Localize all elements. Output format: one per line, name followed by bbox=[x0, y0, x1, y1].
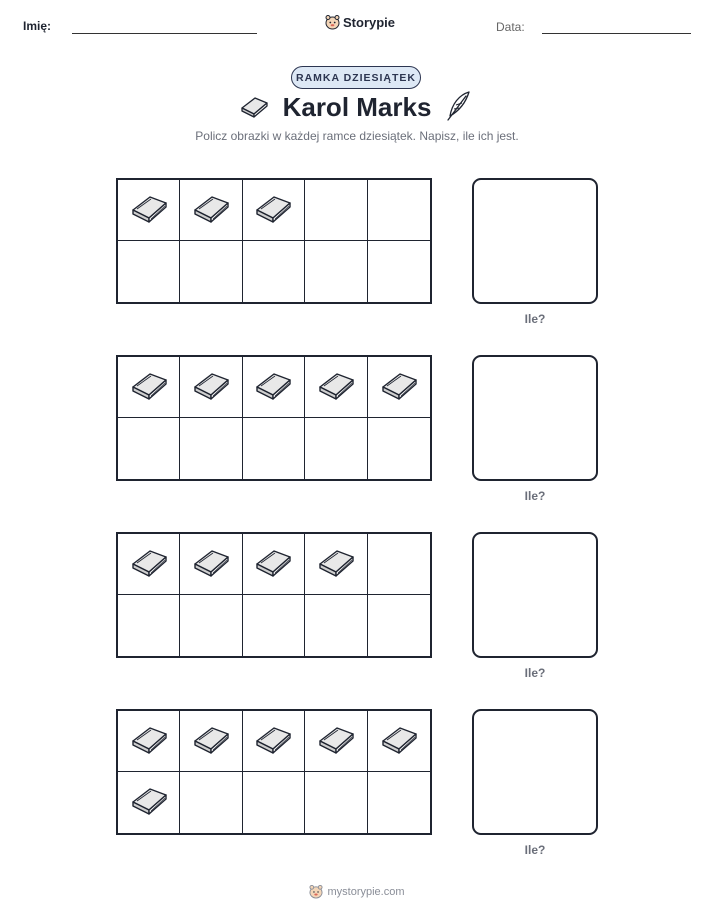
frame-cell bbox=[118, 357, 180, 418]
frame-cell bbox=[368, 711, 430, 772]
frame-cell bbox=[368, 241, 430, 302]
book-icon bbox=[128, 369, 170, 406]
name-label: Imię: bbox=[23, 19, 52, 33]
name-line[interactable] bbox=[72, 33, 257, 34]
answer-box[interactable] bbox=[472, 178, 598, 304]
frame-cell bbox=[243, 711, 305, 772]
frame-cell bbox=[118, 418, 180, 479]
brand-logo bbox=[325, 14, 395, 30]
frame-cell bbox=[118, 595, 180, 656]
frame-cell bbox=[118, 772, 180, 833]
frame-cell bbox=[305, 534, 367, 595]
book-icon bbox=[252, 192, 294, 229]
frame-cell bbox=[243, 534, 305, 595]
frame-cell bbox=[118, 711, 180, 772]
ten-frame bbox=[116, 355, 432, 481]
frame-cell bbox=[180, 772, 242, 833]
frame-cell bbox=[305, 241, 367, 302]
answer-box[interactable] bbox=[472, 355, 598, 481]
book-icon bbox=[252, 723, 294, 760]
book-icon bbox=[128, 723, 170, 760]
ten-frame bbox=[116, 178, 432, 304]
frame-cell bbox=[368, 534, 430, 595]
frame-cell bbox=[305, 180, 367, 241]
answer-label: Ile? bbox=[524, 489, 546, 503]
frame-cell bbox=[243, 418, 305, 479]
book-icon bbox=[315, 546, 357, 583]
answer-box[interactable] bbox=[472, 532, 598, 658]
frame-cell bbox=[305, 595, 367, 656]
worksheet-badge: RAMKA DZIESIĄTEK bbox=[291, 66, 421, 89]
frame-cell bbox=[180, 711, 242, 772]
ten-frame bbox=[116, 709, 432, 835]
frame-cell bbox=[368, 595, 430, 656]
book-icon bbox=[378, 369, 420, 406]
frame-cell bbox=[305, 418, 367, 479]
instructions: Policz obrazki w każdej ramce dziesiątek. Napisz, ile ich jest. bbox=[195, 129, 519, 143]
book-icon bbox=[190, 192, 232, 229]
answer-label: Ile? bbox=[524, 666, 546, 680]
storypie-mascot-icon bbox=[309, 884, 323, 899]
ten-frame bbox=[116, 532, 432, 658]
book-icon bbox=[252, 546, 294, 583]
frame-cell bbox=[180, 357, 242, 418]
book-icon bbox=[315, 369, 357, 406]
date-label: Data: bbox=[496, 20, 525, 34]
brand-name: Storypie bbox=[343, 14, 396, 30]
frame-cell bbox=[243, 595, 305, 656]
frame-cell bbox=[305, 711, 367, 772]
answer-label: Ile? bbox=[524, 312, 546, 326]
book-icon bbox=[128, 192, 170, 229]
page-title: Karol Marks bbox=[282, 92, 432, 122]
frame-cell bbox=[243, 772, 305, 833]
frame-cell bbox=[118, 180, 180, 241]
frame-cell bbox=[243, 180, 305, 241]
frame-cell bbox=[118, 534, 180, 595]
frame-cell bbox=[243, 357, 305, 418]
frame-cell bbox=[180, 180, 242, 241]
frame-cell bbox=[180, 595, 242, 656]
quill-icon bbox=[445, 90, 473, 122]
frame-cell bbox=[180, 241, 242, 302]
footer bbox=[0, 884, 714, 899]
book-icon bbox=[378, 723, 420, 760]
answer-label: Ile? bbox=[524, 843, 546, 857]
book-icon bbox=[190, 369, 232, 406]
frame-cell bbox=[180, 534, 242, 595]
date-line[interactable] bbox=[542, 33, 691, 34]
frame-cell bbox=[243, 241, 305, 302]
answer-box[interactable] bbox=[472, 709, 598, 835]
frame-cell bbox=[368, 180, 430, 241]
book-icon bbox=[315, 723, 357, 760]
frame-cell bbox=[368, 418, 430, 479]
book-icon bbox=[252, 369, 294, 406]
frame-cell bbox=[180, 418, 242, 479]
frame-cell bbox=[305, 357, 367, 418]
book-icon bbox=[128, 546, 170, 583]
storypie-mascot-icon bbox=[325, 14, 340, 30]
frame-cell bbox=[305, 772, 367, 833]
book-icon bbox=[128, 784, 170, 821]
frame-cell bbox=[118, 241, 180, 302]
footer-url[interactable]: mystorypie.com bbox=[327, 885, 405, 898]
book-icon bbox=[190, 723, 232, 760]
frame-cell bbox=[368, 772, 430, 833]
book-icon bbox=[190, 546, 232, 583]
frame-cell bbox=[368, 357, 430, 418]
